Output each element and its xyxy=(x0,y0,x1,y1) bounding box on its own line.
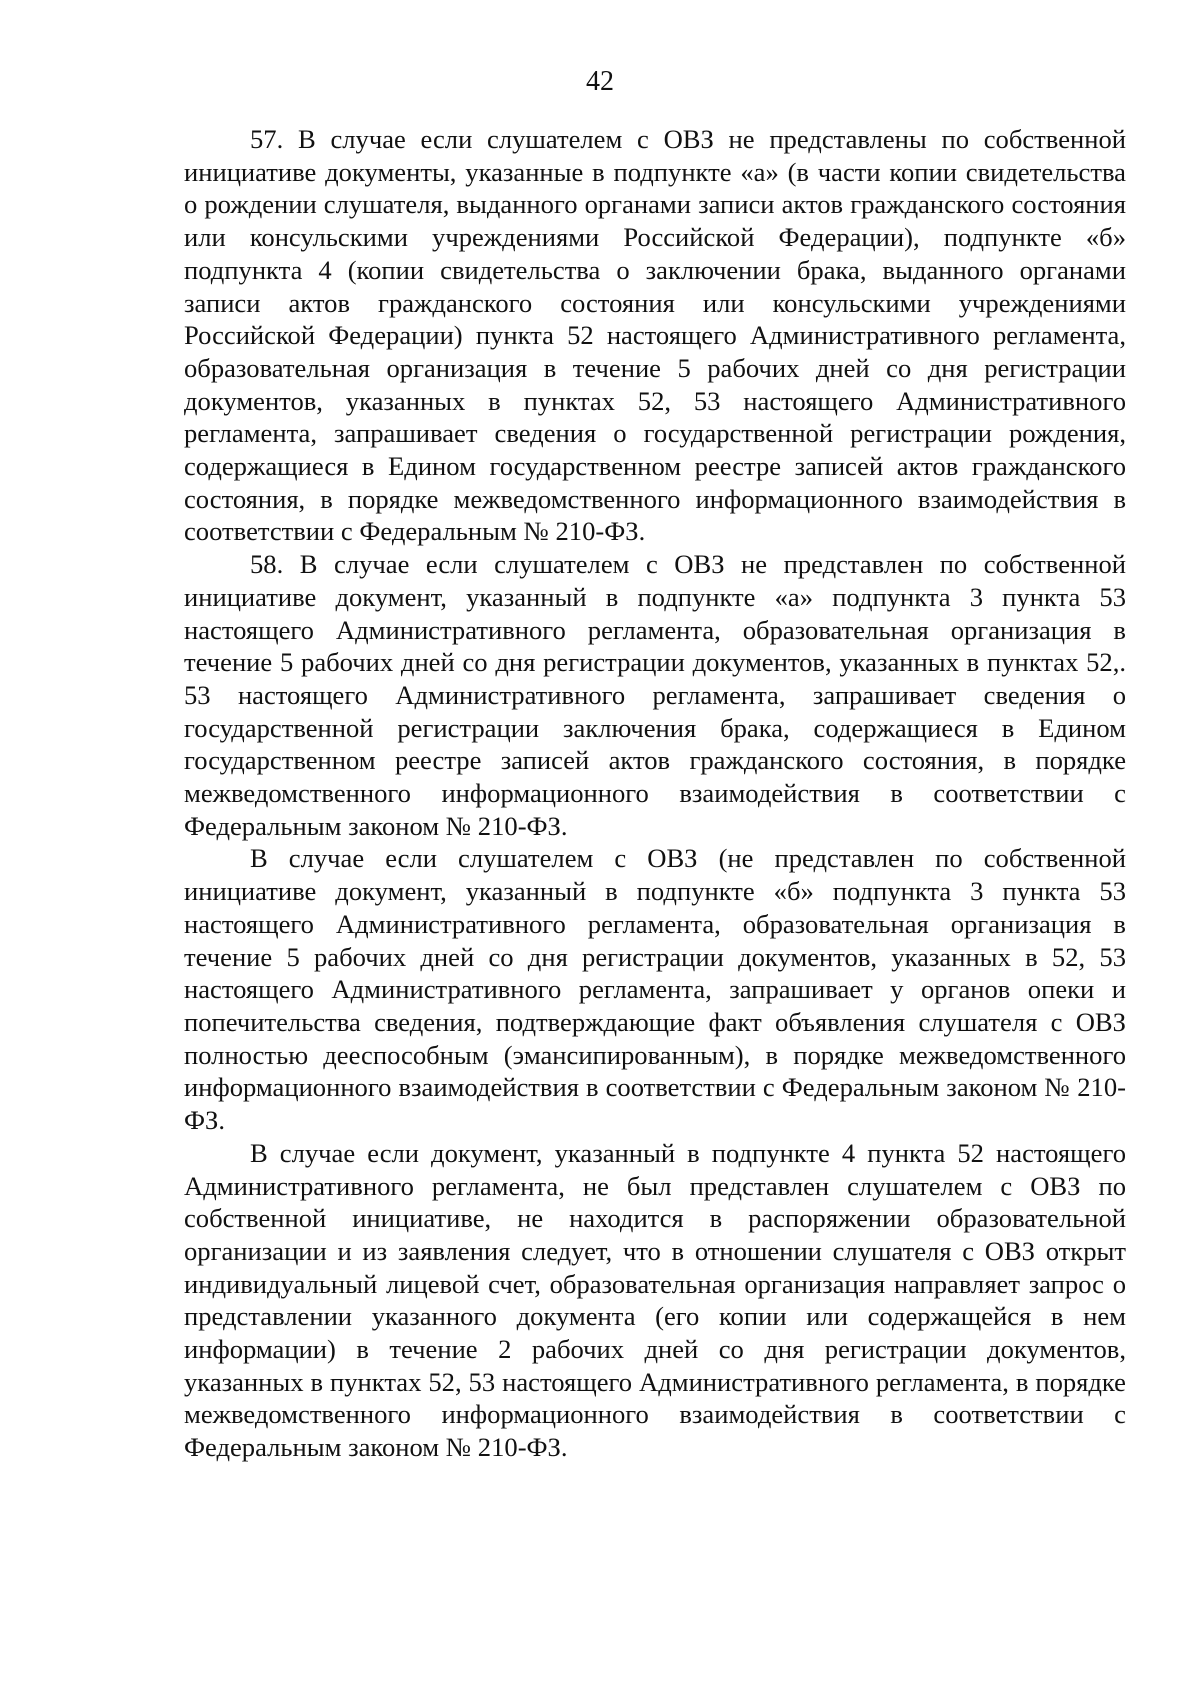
paragraph-number: 58. xyxy=(250,549,284,580)
paragraph-number: 57. xyxy=(250,124,284,154)
paragraph-58-part-2 xyxy=(184,842,1126,1136)
document-body xyxy=(184,123,1126,1464)
paragraph-text: В случае если документ, указанный в подпункте 4 пункта 52 настоящего Административного регламента, не был представлен слушателем с ОВЗ по собственной инициативе, не находится в распоряжении образовательной организации и из заявления следует, что в отношении слушателя с ОВЗ открыт индивидуальный лицевой счет, образовательная организация направляет запрос о представлении указанного документа (его копии или содержащейся в нем информации) в течение 2 рабочих дней со дня регистрации документов, указанных в пунктах 52, 53 настоящего Административного регламента, в порядке межведомственного информационного взаимодействия в соответствии с Федеральным законом № 210-ФЗ. xyxy=(184,1137,1126,1463)
paragraph-text: В случае если слушателем с ОВЗ (не представлен по собственной инициативе документ, указанный в подпункте «б» подпункта 3 пункта 53 настоящего Административного регламента, образовательная организация в течение 5 рабочих дней со дня регистрации документов, указанных в 52, 53 настоящего Административного регламента, запрашивает у органов опеки и попечительства сведения, подтверждающие факт объявления слушателя с ОВЗ полностью дееспособным (эмансипированным), в порядке межведомственного информационного взаимодействия в соответствии с Федеральным законом № 210-ФЗ. xyxy=(184,843,1126,1136)
paragraph-58 xyxy=(184,548,1126,842)
page-number: 42 xyxy=(586,66,614,97)
paragraph-text: В случае если слушателем с ОВЗ не представлены по собственной инициативе документы, указанные в подпункте «а» (в части копии свидетельства о рождении слушателя, выданного органами записи актов гражданского состояния или консульскими учреждениями Российской Федерации), подпункте «б» подпункта 4 (копии свидетельства о заключении брака, выданного органами записи актов гражданского состояния или консульскими учреждениями Российской Федерации) пункта 52 настоящего Административного регламента, образовательная организация в течение 5 рабочих дней со дня регистрации документов, указанных в пунктах 52, 53 настоящего Административного регламента, запрашивает сведения о государственной регистрации рождения, содержащиеся в Едином государственном реестре записей актов гражданского состояния, в порядке межведомственного информационного взаимодействия в соответствии с Федеральным № 210-ФЗ. xyxy=(184,124,1126,547)
paragraph-text: В случае если слушателем с ОВЗ не представлен по собственной инициативе документ, указанный в подпункте «а» подпункта 3 пункта 53 настоящего Административного регламента, образовательная организация в течение 5 рабочих дней со дня регистрации документов, указанных в пунктах 52,. 53 настоящего Административного регламента, запрашивает сведения о государственной регистрации заключения брака, содержащиеся в Едином государственном реестре записей актов гражданского состояния, в порядке межведомственного информационного взаимодействия в соответствии с Федеральным законом № 210-ФЗ. xyxy=(184,549,1126,841)
paragraph-58-part-3 xyxy=(184,1137,1126,1464)
paragraph-57 xyxy=(184,123,1126,548)
